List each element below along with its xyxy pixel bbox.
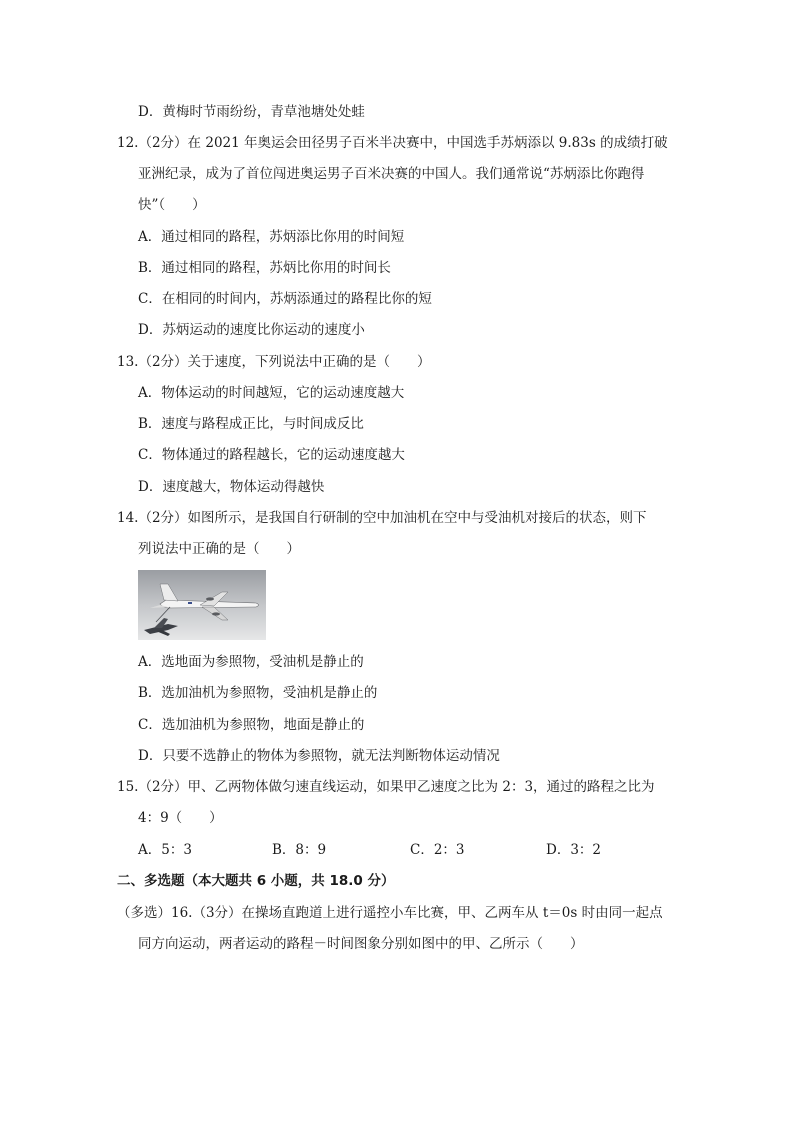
- q12-option-c: C．在相同的时间内，苏炳添通过的路程比你的短: [138, 291, 432, 307]
- q13-option-d: D．速度越大，物体运动得越快: [138, 479, 325, 495]
- q14-option-c: C．选加油机为参照物，地面是静止的: [138, 717, 365, 733]
- q13-stem: 13.（2分）关于速度，下列说法中正确的是（ ）: [117, 354, 431, 370]
- q12-stem-line2: 亚洲纪录，成为了首位闯进奥运男子百米决赛的中国人。我们通常说“苏炳添比你跑得: [138, 166, 645, 182]
- q14-option-d: D．只要不选静止的物体为参照物，就无法判断物体运动情况: [138, 748, 500, 764]
- q14-option-a: A．选地面为参照物，受油机是静止的: [138, 654, 364, 670]
- q15-option-b: B．8：9: [272, 842, 327, 858]
- q13-option-b: B．速度与路程成正比，与时间成反比: [138, 416, 364, 432]
- q13-option-c: C．物体通过的路程越长，它的运动速度越大: [138, 447, 405, 463]
- q16-stem-line1: （多选）16.（3分）在操场直跑道上进行遥控小车比赛，甲、乙两车从 t＝0s 时由同一起点: [117, 905, 663, 921]
- q16-stem-line2: 同方向运动，两者运动的路程－时间图象分别如图中的甲、乙所示（ ）: [138, 936, 584, 952]
- aerial-refueling-image: [138, 570, 266, 640]
- q15-stem-line1: 15.（2分）甲、乙两物体做匀速直线运动，如果甲乙速度之比为 2：3，通过的路程之比为: [117, 779, 655, 795]
- q11-option-d: D．黄梅时节雨纷纷，青草池塘处处蛙: [138, 104, 365, 120]
- q12-option-b: B．通过相同的路程，苏炳比你用的时间长: [138, 260, 391, 276]
- q12-stem-line3: 快”（ ）: [138, 197, 206, 213]
- q12-stem-line1: 12.（2分）在 2021 年奥运会田径男子百米半决赛中，中国选手苏炳添以 9.83s 的成绩打破: [117, 135, 668, 151]
- q15-options-row: [0, 840, 794, 860]
- aerial-refueling-figure: [138, 570, 266, 640]
- q15-option-a: A．5：3: [138, 842, 192, 858]
- q14-stem-line1: 14.（2分）如图所示，是我国自行研制的空中加油机在空中与受油机对接后的状态，则下: [117, 510, 647, 526]
- q15-option-d: D．3：2: [546, 842, 602, 858]
- section-heading-multiple-choice: 二、多选题（本大题共 6 小题，共 18.0 分）: [117, 873, 395, 889]
- q12-option-a: A．通过相同的路程，苏炳添比你用的时间短: [138, 229, 405, 245]
- q15-stem-line2: 4：9（ ）: [138, 810, 223, 826]
- q14-stem-line2: 列说法中正确的是（ ）: [138, 541, 300, 557]
- q13-option-a: A．物体运动的时间越短，它的运动速度越大: [138, 385, 405, 401]
- q15-option-c: C．2：3: [410, 842, 465, 858]
- q12-option-d: D．苏炳运动的速度比你运动的速度小: [138, 322, 365, 338]
- q14-option-b: B．选加油机为参照物，受油机是静止的: [138, 685, 378, 701]
